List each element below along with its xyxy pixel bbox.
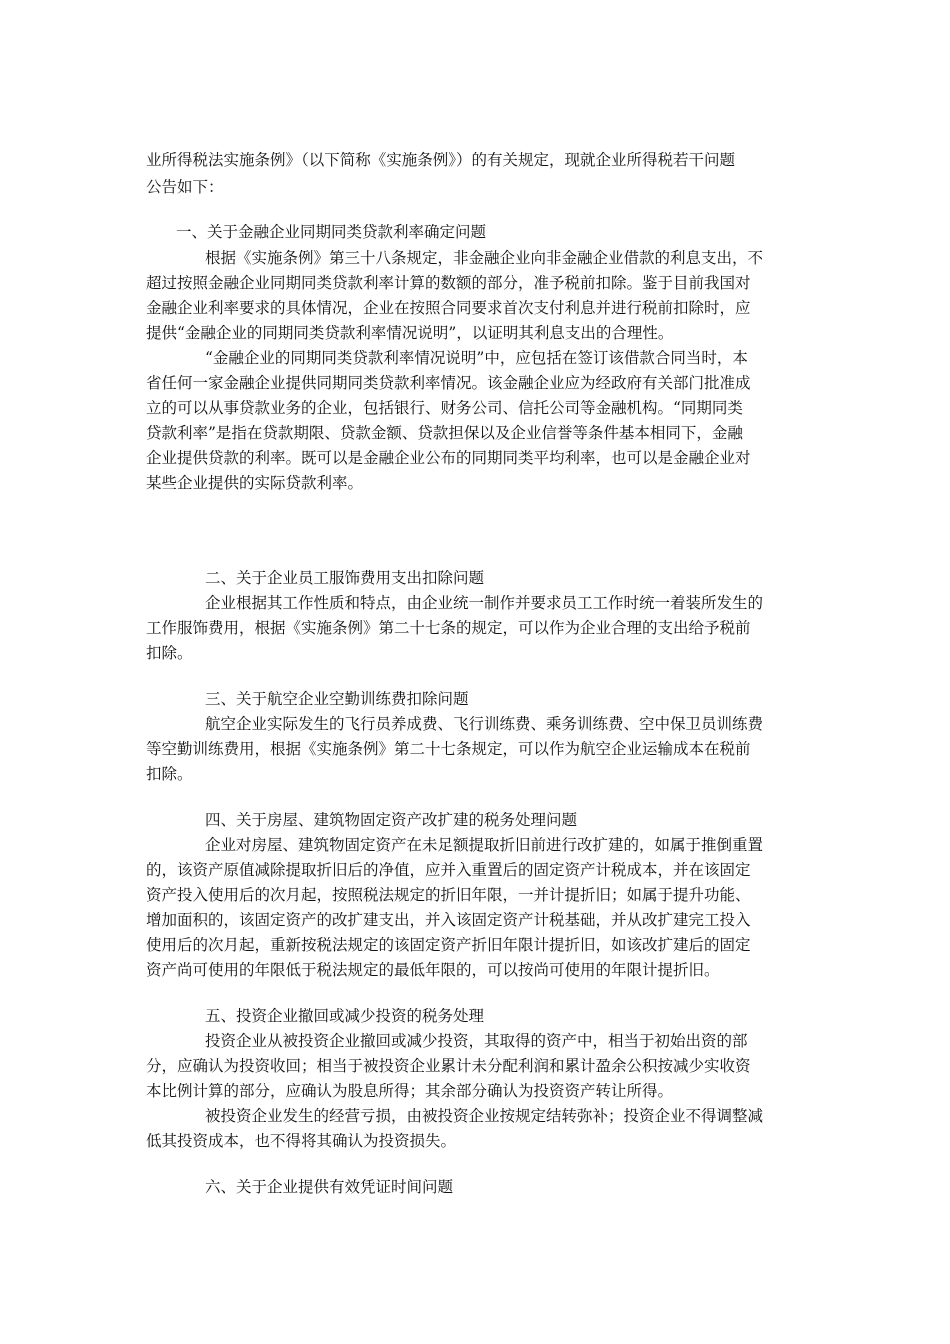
- paragraph-line: 扣除。: [146, 644, 193, 662]
- paragraph-line: 增加面积的，该固定资产的改扩建支出，并入该固定资产计税基础，并从改扩建完工投入: [146, 911, 751, 929]
- paragraph-line: 扣除。: [146, 765, 193, 783]
- paragraph-line: 企业提供贷款的利率。既可以是金融企业公布的同期同类平均利率，也可以是金融企业对: [146, 449, 751, 467]
- paragraph-line: 等空勤训练费用，根据《实施条例》第二十七条规定，可以作为航空企业运输成本在税前: [146, 740, 751, 758]
- paragraph-line: 资产尚可使用的年限低于税法规定的最低年限的，可以按尚可使用的年限计提折旧。: [146, 961, 720, 979]
- paragraph-line: 投资企业从被投资企业撤回或减少投资，其取得的资产中，相当于初始出资的部: [205, 1032, 748, 1050]
- paragraph-line: 某些企业提供的实际贷款利率。: [146, 474, 364, 492]
- section-heading: 六、关于企业提供有效凭证时间问题: [205, 1178, 454, 1196]
- intro-line: 公告如下：: [146, 178, 224, 196]
- paragraph-line: 贷款利率”是指在贷款期限、贷款金额、贷款担保以及企业信誉等条件基本相同下，金融: [146, 424, 743, 442]
- section-heading: 二、关于企业员工服饰费用支出扣除问题: [205, 569, 485, 587]
- paragraph-line: 分，应确认为投资收回；相当于被投资企业累计未分配利润和累计盈余公积按减少实收资: [146, 1057, 751, 1075]
- paragraph-line: 企业根据其工作性质和特点，由企业统一制作并要求员工工作时统一着装所发生的: [205, 594, 764, 612]
- paragraph-line: 立的可以从事贷款业务的企业，包括银行、财务公司、信托公司等金融机构。“同期同类: [146, 399, 743, 417]
- paragraph-line: 金融企业利率要求的具体情况，企业在按照合同要求首次支付利息并进行税前扣除时，应: [146, 299, 751, 317]
- paragraph-line: 被投资企业发生的经营亏损，由被投资企业按规定结转弥补；投资企业不得调整减: [205, 1107, 764, 1125]
- paragraph-line: 工作服饰费用，根据《实施条例》第二十七条的规定，可以作为企业合理的支出给予税前: [146, 619, 751, 637]
- paragraph-line: 超过按照金融企业同期同类贷款利率计算的数额的部分，准予税前扣除。鉴于目前我国对: [146, 274, 751, 292]
- paragraph-line: 提供“金融企业的同期同类贷款利率情况说明”，以证明其利息支出的合理性。: [146, 324, 674, 342]
- paragraph-line: 省任何一家金融企业提供同期同类贷款利率情况。该金融企业应为经政府有关部门批准成: [146, 374, 751, 392]
- paragraph-line: 本比例计算的部分，应确认为股息所得；其余部分确认为投资资产转让所得。: [146, 1082, 674, 1100]
- section-heading: 一、关于金融企业同期同类贷款利率确定问题: [176, 223, 487, 241]
- paragraph-line: 使用后的次月起，重新按税法规定的该固定资产折旧年限计提折旧，如该改扩建后的固定: [146, 936, 751, 954]
- paragraph-line: 的，该资产原值减除提取折旧后的净值，应并入重置后的固定资产计税成本，并在该固定: [146, 861, 751, 879]
- paragraph-line: 低其投资成本，也不得将其确认为投资损失。: [146, 1132, 457, 1150]
- paragraph-line: 航空企业实际发生的飞行员养成费、飞行训练费、乘务训练费、空中保卫员训练费: [205, 715, 764, 733]
- paragraph-line: “金融企业的同期同类贷款利率情况说明”中，应包括在签订该借款合同当时，本: [205, 349, 748, 367]
- section-heading: 四、关于房屋、建筑物固定资产改扩建的税务处理问题: [205, 811, 578, 829]
- paragraph-line: 企业对房屋、建筑物固定资产在未足额提取折旧前进行改扩建的，如属于推倒重置: [205, 836, 764, 854]
- intro-line: 业所得税法实施条例》（以下简称《实施条例》）的有关规定，现就企业所得税若干问题: [146, 151, 736, 169]
- section-heading: 三、关于航空企业空勤训练费扣除问题: [205, 690, 469, 708]
- section-heading: 五、投资企业撤回或减少投资的税务处理: [205, 1007, 485, 1025]
- paragraph-line: 根据《实施条例》第三十八条规定，非金融企业向非金融企业借款的利息支出，不: [205, 249, 764, 267]
- paragraph-line: 资产投入使用后的次月起，按照税法规定的折旧年限，一并计提折旧；如属于提升功能、: [146, 886, 751, 904]
